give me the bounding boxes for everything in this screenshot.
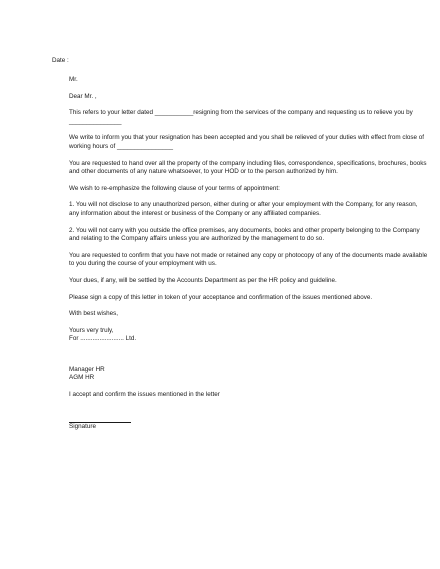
paragraph-clause-intro: We wish to re-emphasize the following clause of your terms of appointment: <box>69 184 280 192</box>
salutation: Dear Mr. , <box>69 92 97 100</box>
yours-truly: Yours very truly, <box>69 326 114 334</box>
paragraph-sign-copy: Please sign a copy of this letter in token of your acceptance and confirmation of the issues mentioned above. <box>69 293 373 301</box>
paragraph-confirm-copies: You are requested to confirm that you have not made or retained any copy or photocopy of any of the documents made available to you during the course of your employment with us. <box>69 251 428 268</box>
for-company-line: For ......................... Ltd. <box>69 335 137 343</box>
signature-label: Signature <box>69 422 96 430</box>
paragraph-hand-over-property: You are requested to hand over all the property of the company including files, correspondence, specifications, brochures, books and other documents of any nature whatsoever, to your HOD or to the person authorized by him. <box>69 159 427 176</box>
letter-body <box>69 76 429 431</box>
paragraph-dues: Your dues, if any, will be settled by the Accounts Department as per the HR policy and guideline. <box>69 276 337 284</box>
recipient: Mr. <box>69 76 78 83</box>
signature-line <box>69 414 131 423</box>
date-label: Date : <box>52 57 69 64</box>
closing: With best wishes, <box>69 310 118 318</box>
clause-2: 2. You will not carry with you outside the office premises, any documents, books and other property belonging to the Company and relating to the Company affairs unless you are authorized by the management to do so. <box>69 226 420 243</box>
signatory-agm-hr: AGM HR <box>69 374 95 382</box>
signatory-manager-hr: Manager HR <box>69 365 105 373</box>
paragraph-letter-reference: This refers to your letter dated ___________resigning from the services of the company and requesting us to relieve you by _______________ <box>69 109 413 125</box>
acceptance-statement: I accept and confirm the issues mentioned in the letter <box>69 391 220 399</box>
clause-1: 1. You will not disclose to any unauthorized person, either during or after your employment with the Company, for any reason, any information about the interest or business of the Company or any affiliated companies. <box>69 201 418 217</box>
paragraph-resignation-accepted: We write to inform you that your resignation has been accepted and you shall be relieved of your duties with effect from close of working hours of ________________ <box>69 134 425 150</box>
